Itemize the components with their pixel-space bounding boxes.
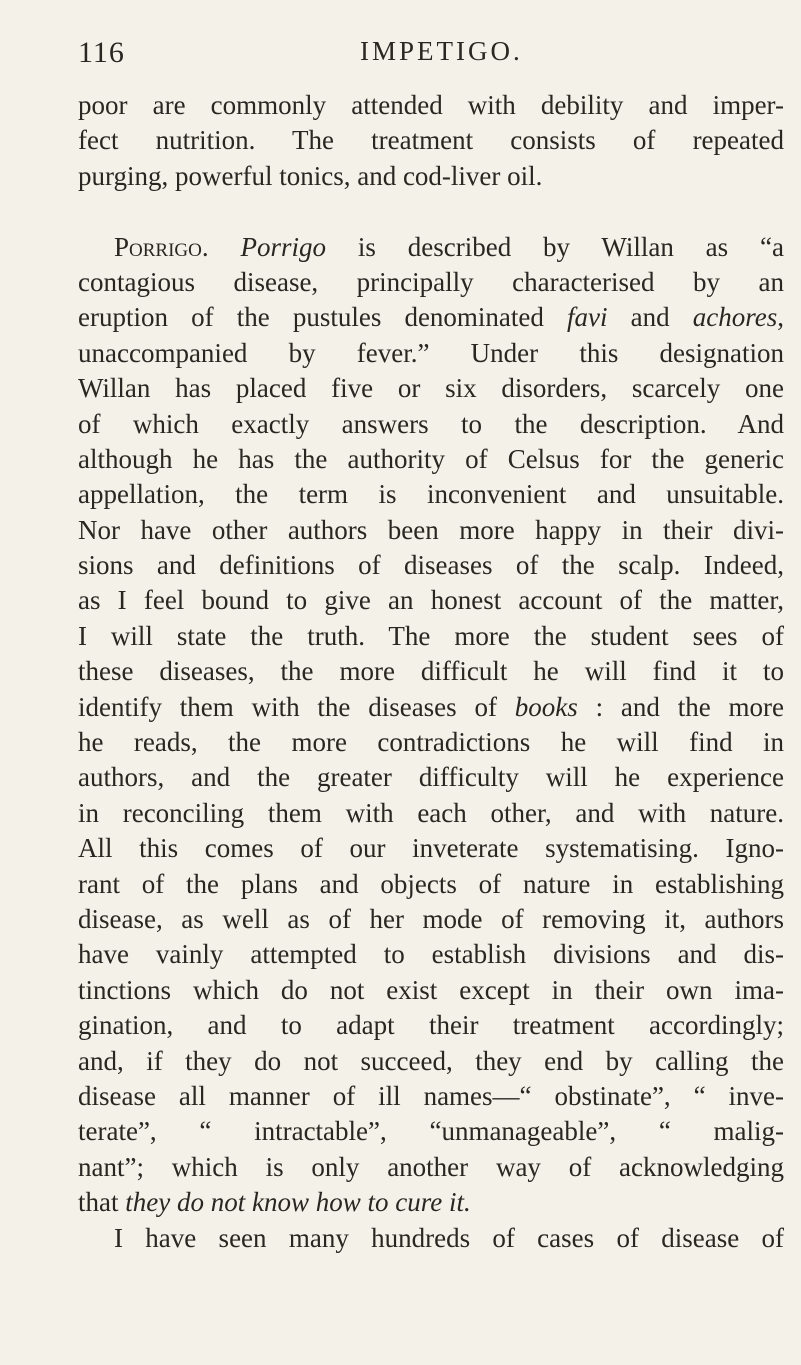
text-fragment: is described by Willan as “a — [326, 231, 785, 262]
italic-term: favi — [567, 302, 608, 333]
text-line: tinctions which do not exist except in their own ima- — [78, 974, 784, 1005]
text-line: have vainly attempted to establish divisions and dis- — [78, 939, 784, 970]
text-line: I will state the truth. The more the student sees of — [78, 620, 784, 651]
text-line-favi — [78, 300, 784, 335]
text-line: as I feel bound to give an honest account of the matter, — [78, 585, 784, 616]
text-fragment: identify them with the diseases of — [78, 691, 497, 722]
italic-term: books — [514, 691, 578, 722]
text-fragment: : and the more — [577, 691, 784, 722]
text-line: he reads, the more contradictions he will find in — [78, 727, 784, 758]
section-heading: Porrigo. — [114, 231, 209, 262]
text-line: Willan has placed five or six disorders, scarcely one — [78, 373, 784, 404]
paragraph-start-porrigo — [78, 230, 784, 265]
italic-phrase: they do not know how to cure it. — [125, 1187, 471, 1218]
text-line: nant”; which is only another way of acknowledging — [78, 1151, 784, 1182]
blank-line — [78, 194, 784, 229]
text-fragment: eruption of the pustules denominated — [78, 302, 544, 333]
text-line: purging, powerful tonics, and cod-liver oil. — [78, 160, 543, 191]
text-line: and, if they do not succeed, they end by calling the — [78, 1045, 784, 1076]
text-line: Nor have other authors been more happy in their divi- — [78, 514, 784, 545]
text-line: unaccompanied by fever.” Under this designation — [78, 337, 784, 368]
text-line: gination, and to adapt their treatment accordingly; — [78, 1010, 784, 1041]
text-line: authors, and the greater difficulty will he experience — [78, 762, 784, 793]
body-text — [78, 88, 784, 1256]
text-line: rant of the plans and objects of nature in establishing — [78, 868, 784, 899]
italic-term: Porrigo — [240, 231, 326, 262]
text-line-books — [78, 690, 784, 725]
text-line-ending — [78, 1185, 784, 1220]
text-line: terate”, “ intractable”, “unmanageable”, “ malig- — [78, 1116, 784, 1147]
text-fragment: and — [607, 302, 693, 333]
text-line: appellation, the term is inconvenient and unsuitable. — [78, 479, 784, 510]
text-line: although he has the authority of Celsus for the generic — [78, 443, 784, 474]
text-line: in reconciling them with each other, and with nature. — [78, 797, 784, 828]
italic-term: achores — [692, 302, 778, 333]
text-line: poor are commonly attended with debility and imper- — [78, 90, 784, 120]
text-line: disease all manner of ill names—“ obstinate”, “ inve- — [78, 1080, 784, 1111]
text-fragment: that — [78, 1187, 119, 1218]
text-line: of which exactly answers to the description. And — [78, 408, 784, 439]
text-line: sions and definitions of diseases of the scalp. Indeed, — [78, 550, 784, 581]
running-head: IMPETIGO. — [360, 36, 523, 66]
text-fragment: , — [777, 302, 784, 333]
text-line: I have seen many hundreds of cases of disease of — [114, 1222, 784, 1253]
text-line: contagious disease, principally characterised by an — [78, 266, 784, 297]
text-line: fect nutrition. The treatment consists of repeated — [78, 125, 784, 156]
text-line: these diseases, the more difficult he will find it to — [78, 656, 784, 687]
text-line: disease, as well as of her mode of removing it, authors — [78, 903, 784, 934]
text-line: All this comes of our inveterate systematising. Igno- — [78, 833, 784, 864]
page-number: 116 — [78, 36, 125, 69]
page-header — [78, 36, 778, 80]
